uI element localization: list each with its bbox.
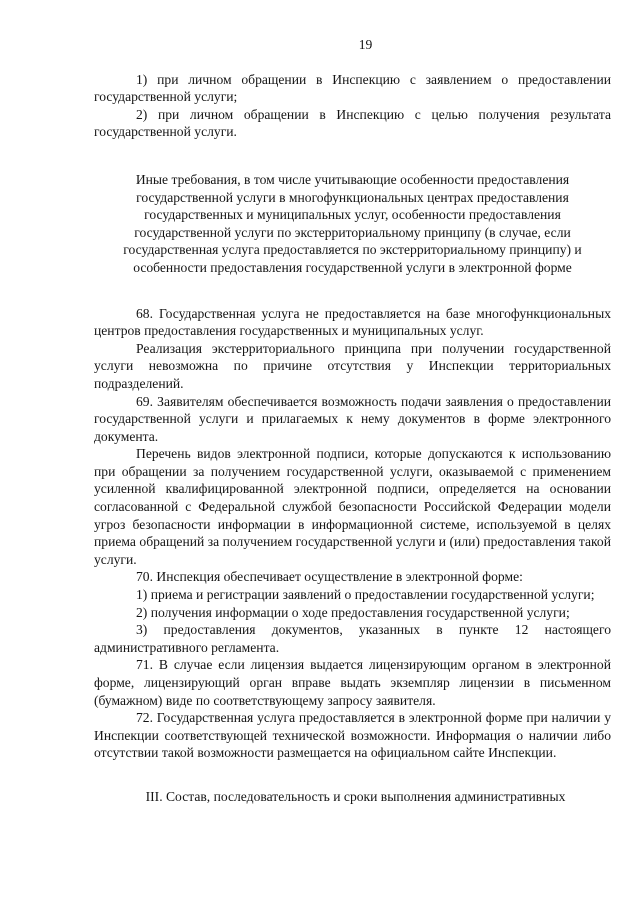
list-item-70-1: 1) приема и регистрации заявлений о предоставлении государственной услуги; <box>136 587 595 603</box>
list-item-70-2: 2) получения информации о ходе предоставления государственной услуги; <box>136 604 570 620</box>
paragraph-electronic-signature: Перечень видов электронной подписи, которые допускаются к использованию при обращении за получением государственной услуги, оказываемой с применением усиленной квалифицированной электронной подписи, определяется на основании согласованной с Федеральной службой безопасности Российской Федерации модели угроз безопасности информации в информационной системе, используемой в целях приема обращений за получением государственной услуги и (или) предоставления такой услуги. <box>94 446 611 567</box>
paragraph-72: 72. Государственная услуга предоставляется в электронной форме при наличии у Инспекции соответствующей технической возможности. Информация о наличии либо отсутствии такой возможности размещается на официальном сайте Инспекции. <box>94 710 611 761</box>
paragraph-71: 71. В случае если лицензия выдается лицензирующим органом в электронной форме, лицензирующий орган вправе выдать экземпляр лицензии в письменном (бумажном) виде по соответствующему запросу заявителя. <box>94 657 611 708</box>
paragraph-70: 70. Инспекция обеспечивает осуществление в электронной форме: <box>136 569 523 585</box>
paragraph-personal-application: 1) при личном обращении в Инспекцию с заявлением о предоставлении государственной услуги; <box>94 71 611 105</box>
paragraph-69: 69. Заявителям обеспечивается возможность подачи заявления о предоставлении государственной услуги и прилагаемых к нему документов в форме электронного документа. <box>94 393 611 444</box>
paragraph-extraterritorial: Реализация экстерриториального принципа при получении государственной услуги невозможна по причине отсутствия у Инспекции территориальных подразделений. <box>94 340 611 391</box>
paragraph-personal-result: 2) при личном обращении в Инспекцию с целью получения результата государственной услуги. <box>94 106 611 140</box>
paragraph-68: 68. Государственная услуга не предоставляется на базе многофункциональных центров предоставления государственных и муниципальных услуг. <box>94 305 611 339</box>
list-item-70-3: 3) предоставления документов, указанных в пункте 12 настоящего административного регламента. <box>94 622 611 655</box>
section-heading-other-requirements: Иные требования, в том числе учитывающие особенности предоставления государственной услуги в многофункциональных центрах предоставления государственных и муниципальных услуг, особенности предоставления государственной услуги по экстерриториальному принципу (в случае, если государственная услуга предоставляется по экстерриториальному принципу) и особенности предоставления государственной услуги в электронной форме <box>123 171 582 275</box>
page-number: 19 <box>358 37 373 52</box>
section-title-iii: III. Состав, последовательность и сроки выполнения административных <box>145 788 566 804</box>
